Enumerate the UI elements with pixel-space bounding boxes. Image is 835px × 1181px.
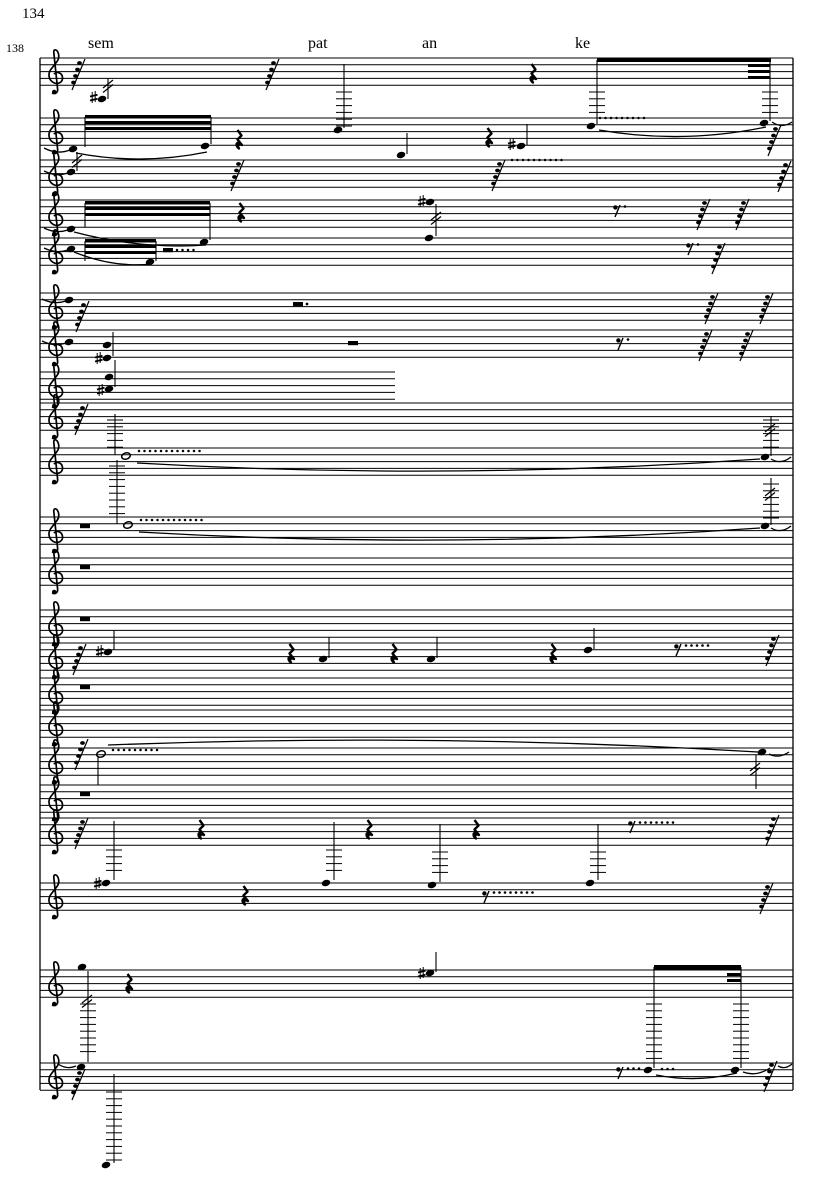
quarter-rest	[237, 130, 242, 149]
slur	[778, 1064, 792, 1068]
tremolo-figure	[72, 666, 77, 670]
rest-dot	[639, 821, 642, 824]
notehead	[333, 126, 343, 135]
quarter-rest	[243, 886, 248, 905]
tremolo-figure	[493, 175, 498, 179]
tremolo-figure	[769, 824, 774, 828]
whole-rest	[80, 524, 90, 528]
tremolo-figure	[717, 245, 722, 249]
tremolo-figure	[73, 74, 78, 78]
eighth-rest	[628, 821, 632, 825]
trill-dots	[112, 749, 115, 752]
trill-dots	[149, 450, 152, 453]
half-rest	[163, 248, 173, 252]
beam	[597, 58, 771, 62]
trill-dots	[176, 249, 179, 252]
rest-dot	[672, 821, 675, 824]
notehead	[321, 879, 331, 888]
tremolo-figure	[271, 61, 276, 65]
tremolo-figure	[706, 308, 711, 312]
quarter-rest	[199, 820, 204, 839]
notehead	[427, 881, 437, 890]
trill-dots	[544, 159, 547, 162]
tremolo-figure	[710, 295, 715, 299]
slur	[76, 152, 207, 159]
tremolo-figure	[75, 1078, 80, 1082]
trill-dots	[666, 1068, 669, 1071]
tremolo-figure	[71, 81, 76, 85]
tremolo-figure	[739, 352, 744, 356]
trill-dots	[182, 450, 185, 453]
trill-dots	[160, 450, 163, 453]
trill-dots	[178, 519, 181, 522]
notehead	[64, 338, 74, 347]
notehead	[200, 142, 210, 151]
tremolo-figure	[737, 214, 742, 218]
rest-dot	[638, 1067, 641, 1070]
tremolo-figure	[77, 61, 82, 65]
tremolo-figure	[700, 208, 705, 212]
rest-dot	[690, 644, 693, 647]
tremolo-figure	[78, 413, 83, 417]
rest-dot	[632, 1067, 635, 1070]
rest-dot	[666, 821, 669, 824]
trill-dots	[117, 749, 120, 752]
eighth-rest	[674, 644, 678, 648]
tremolo-slash	[765, 488, 775, 496]
slur	[58, 1064, 76, 1068]
beam	[748, 76, 770, 79]
tremolo-figure	[74, 426, 79, 430]
treble-clef-icon	[52, 1002, 56, 1006]
quarter-rest	[289, 644, 294, 663]
quarter-rest	[392, 644, 397, 663]
beam	[654, 965, 741, 970]
trill-dots	[123, 749, 126, 752]
tremolo-figure	[765, 657, 770, 661]
trill-dots	[128, 749, 131, 752]
tremolo-figure	[777, 183, 782, 187]
tremolo-figure	[763, 302, 768, 306]
rest-dot	[306, 303, 309, 306]
tremolo-figure	[78, 646, 83, 650]
trill-dots	[621, 117, 624, 120]
trill-dots	[599, 117, 602, 120]
tremolo-figure	[769, 644, 774, 648]
eighth-rest	[616, 338, 620, 342]
sharp-accidental	[90, 95, 98, 97]
tremolo-figure	[713, 258, 718, 262]
tremolo-figure	[773, 127, 778, 131]
quarter-rest	[239, 203, 244, 222]
trill-dots	[140, 519, 143, 522]
trill-dots	[549, 159, 552, 162]
whole-rest	[80, 685, 90, 689]
trill-dots	[661, 1068, 664, 1071]
treble-clef-icon	[52, 1095, 56, 1099]
trill-dots	[195, 519, 198, 522]
tremolo-figure	[702, 339, 707, 343]
notehead	[104, 373, 114, 382]
notehead	[760, 453, 770, 462]
rest-dot	[696, 644, 699, 647]
notehead	[66, 168, 76, 177]
trill-dots	[198, 450, 201, 453]
beam	[85, 121, 211, 124]
sharp-accidental	[96, 653, 104, 655]
measure-number-134: 134	[22, 6, 45, 22]
tremolo-figure	[711, 265, 716, 269]
beam	[85, 245, 156, 248]
beam	[748, 70, 770, 73]
tremolo-figure	[77, 1071, 82, 1075]
tremolo-figure	[765, 295, 770, 299]
quarter-rest	[367, 820, 372, 839]
tremolo-figure	[767, 650, 772, 654]
tremolo-figure	[704, 315, 709, 319]
trill-dots	[516, 159, 519, 162]
tremolo-figure	[78, 748, 83, 752]
eighth-rest	[686, 243, 690, 247]
notehead	[760, 522, 770, 531]
trill-dots	[134, 749, 137, 752]
notehead	[101, 879, 111, 888]
trill-dots	[200, 519, 203, 522]
notehead	[396, 151, 406, 160]
tremolo-figure	[75, 68, 80, 72]
lyric-syllable: an	[422, 35, 438, 52]
notehead	[643, 1066, 653, 1075]
rest-dot	[493, 891, 496, 894]
trill-dots	[167, 519, 170, 522]
trill-dots	[145, 749, 148, 752]
beam	[85, 207, 210, 210]
sharp-accidental	[508, 146, 516, 148]
treble-clef-icon	[52, 480, 56, 484]
rest-dot	[627, 1067, 630, 1070]
half-rest	[293, 302, 303, 306]
rest-dot	[520, 891, 523, 894]
trill-dots	[560, 159, 563, 162]
notehead	[103, 648, 113, 657]
beam	[85, 115, 211, 119]
beam	[85, 127, 211, 130]
whole-rest	[348, 341, 358, 345]
trill-dots	[162, 519, 165, 522]
trill-dots	[143, 450, 146, 453]
notehead	[64, 296, 74, 305]
tremolo-figure	[769, 1063, 774, 1067]
trill-dots	[538, 159, 541, 162]
slur	[139, 528, 760, 540]
rest-dot	[650, 821, 653, 824]
beam	[85, 251, 156, 254]
trill-dots	[511, 159, 514, 162]
trill-dots	[192, 249, 195, 252]
tremolo-figure	[743, 339, 748, 343]
whole-rest	[80, 565, 90, 569]
notehead	[102, 354, 112, 363]
tremolo-figure	[267, 74, 272, 78]
tremolo-figure	[763, 1083, 768, 1087]
tremolo-figure	[781, 170, 786, 174]
tremolo-figure	[75, 323, 80, 327]
tremolo-figure	[698, 214, 703, 218]
tremolo-figure	[74, 761, 79, 765]
trill-dots	[522, 159, 525, 162]
rest-dot	[627, 338, 630, 341]
trill-dots	[154, 450, 157, 453]
tremolo-figure	[76, 754, 81, 758]
trill-dots	[615, 117, 618, 120]
tremolo-figure	[771, 134, 776, 138]
tremolo-figure	[700, 345, 705, 349]
beam	[85, 239, 156, 243]
rest-dot	[644, 821, 647, 824]
notehead	[123, 521, 133, 530]
trill-dots	[181, 249, 184, 252]
tremolo-figure	[230, 182, 235, 186]
quarter-rest	[551, 644, 556, 663]
tremolo-figure	[715, 252, 720, 256]
tremolo-figure	[79, 310, 84, 314]
sharp-accidental	[97, 388, 105, 390]
beam	[85, 201, 210, 205]
notehead	[759, 119, 769, 128]
tremolo-figure	[735, 221, 740, 225]
rest-dot	[685, 644, 688, 647]
tremolo-figure	[71, 1091, 76, 1095]
notehead	[583, 646, 593, 655]
tremolo-figure	[704, 332, 709, 336]
rest-dot	[509, 891, 512, 894]
trill-dots	[555, 159, 558, 162]
notehead	[121, 452, 131, 461]
notehead	[96, 750, 106, 759]
tremolo-figure	[80, 406, 85, 410]
tremolo-figure	[761, 308, 766, 312]
slur	[137, 459, 760, 471]
sharp-accidental	[418, 975, 426, 977]
trill-dots	[604, 117, 607, 120]
trill-dots	[610, 117, 613, 120]
tremolo-figure	[74, 659, 79, 663]
notehead	[102, 341, 112, 350]
treble-clef-icon	[52, 590, 56, 594]
rest-dot	[624, 205, 627, 208]
sharp-accidental	[94, 885, 102, 887]
sharp-accidental	[90, 99, 98, 101]
trill-dots	[173, 519, 176, 522]
tremolo-figure	[495, 169, 500, 173]
rest-dot	[526, 891, 529, 894]
tremolo-figure	[497, 162, 502, 166]
tremolo-figure	[234, 169, 239, 173]
lyric-syllable: ke	[575, 35, 591, 52]
tremolo-figure	[73, 1084, 78, 1088]
treble-clef-icon	[52, 850, 56, 854]
rest-dot	[655, 821, 658, 824]
tremolo-figure	[702, 201, 707, 205]
tremolo-figure	[771, 817, 776, 821]
tremolo-figure	[74, 840, 79, 844]
rest-dot	[498, 891, 501, 894]
trill-dots	[138, 450, 141, 453]
tremolo-figure	[78, 827, 83, 831]
measure-number-138: 138	[6, 41, 24, 55]
tremolo-figure	[759, 315, 764, 319]
tremolo-figure	[708, 302, 713, 306]
tremolo-slash	[750, 763, 760, 771]
tremolo-figure	[698, 352, 703, 356]
notehead	[97, 95, 107, 104]
tremolo-figure	[769, 140, 774, 144]
sharp-accidental	[95, 360, 103, 362]
notehead	[426, 655, 436, 664]
notehead	[101, 1161, 111, 1170]
trill-dots	[145, 519, 148, 522]
trill-dots	[171, 450, 174, 453]
tremolo-figure	[767, 1070, 772, 1074]
tremolo-figure	[81, 303, 86, 307]
treble-clef-icon	[52, 915, 56, 919]
slur	[771, 457, 791, 462]
sharp-accidental	[418, 971, 426, 973]
tremolo-figure	[765, 885, 770, 889]
tremolo-figure	[741, 345, 746, 349]
trill-dots	[189, 519, 192, 522]
trill-dots	[151, 519, 154, 522]
eighth-rest	[482, 891, 486, 895]
beam	[727, 973, 741, 976]
tremolo-figure	[80, 820, 85, 824]
tremolo-figure	[77, 316, 82, 320]
trill-dots	[150, 749, 153, 752]
slur	[656, 1073, 737, 1079]
tremolo-figure	[763, 892, 768, 896]
treble-clef-icon	[52, 435, 56, 439]
trill-dots	[176, 450, 179, 453]
sharp-accidental	[418, 203, 426, 205]
trill-dots	[184, 519, 187, 522]
beam	[748, 64, 770, 67]
rest-dot	[707, 644, 710, 647]
tremolo-figure	[232, 175, 237, 179]
tremolo-figure	[767, 147, 772, 151]
beam	[727, 979, 741, 982]
tremolo-figure	[80, 741, 85, 745]
tremolo-figure	[765, 1076, 770, 1080]
tremolo-figure	[765, 837, 770, 841]
trill-dots	[156, 519, 159, 522]
notehead	[516, 142, 526, 151]
tremolo-figure	[236, 162, 241, 166]
rest-dot	[515, 891, 518, 894]
eighth-rest	[616, 1067, 620, 1071]
beam	[85, 213, 210, 216]
notehead	[585, 879, 595, 888]
tremolo-figure	[779, 176, 784, 180]
tremolo-figure	[745, 332, 750, 336]
notehead	[586, 122, 596, 131]
lyric-syllable: pat	[308, 35, 328, 52]
notehead	[318, 655, 328, 664]
whole-rest	[80, 792, 90, 796]
treble-clef-icon	[52, 270, 56, 274]
treble-clef-icon	[52, 90, 56, 94]
tremolo-figure	[76, 653, 81, 657]
whole-rest	[80, 617, 90, 621]
slur	[74, 232, 206, 246]
trill-dots	[626, 117, 629, 120]
trill-dots	[632, 117, 635, 120]
tremolo-figure	[761, 898, 766, 902]
tremolo-figure	[767, 830, 772, 834]
rest-dot	[701, 644, 704, 647]
trill-dots	[139, 749, 142, 752]
tremolo-figure	[76, 419, 81, 423]
lyric-syllable: sem	[88, 35, 114, 52]
trill-dots	[533, 159, 536, 162]
sharp-accidental	[508, 142, 516, 144]
sharp-accidental	[94, 881, 102, 883]
tremolo-slash	[765, 493, 775, 501]
tremolo-figure	[783, 163, 788, 167]
notehead	[424, 234, 434, 243]
rest-dot	[661, 821, 664, 824]
tremolo-figure	[269, 68, 274, 72]
tremolo-figure	[491, 182, 496, 186]
tremolo-slash	[82, 995, 92, 1003]
tremolo-slash	[765, 424, 775, 432]
rest-dot	[504, 891, 507, 894]
trill-dots	[187, 249, 190, 252]
slur	[771, 526, 791, 531]
trill-dots	[156, 749, 159, 752]
tremolo-figure	[76, 833, 81, 837]
trill-dots	[193, 450, 196, 453]
notehead	[425, 198, 435, 207]
trill-dots	[527, 159, 530, 162]
trill-dots	[637, 117, 640, 120]
tremolo-figure	[265, 81, 270, 85]
trill-dots	[165, 450, 168, 453]
eighth-rest	[613, 205, 617, 209]
trill-dots	[643, 117, 646, 120]
quarter-rest	[487, 128, 492, 147]
tremolo-figure	[771, 637, 776, 641]
quarter-rest	[531, 64, 536, 83]
slur	[743, 1068, 770, 1074]
tremolo-figure	[696, 221, 701, 225]
quarter-rest	[474, 820, 479, 839]
slur	[769, 752, 789, 756]
tremolo-figure	[741, 201, 746, 205]
tremolo-figure	[759, 905, 764, 909]
rest-dot	[531, 891, 534, 894]
slur	[108, 740, 758, 752]
trill-dots	[672, 1068, 675, 1071]
trill-dots	[187, 450, 190, 453]
rest-dot	[697, 243, 700, 246]
tremolo-figure	[739, 208, 744, 212]
